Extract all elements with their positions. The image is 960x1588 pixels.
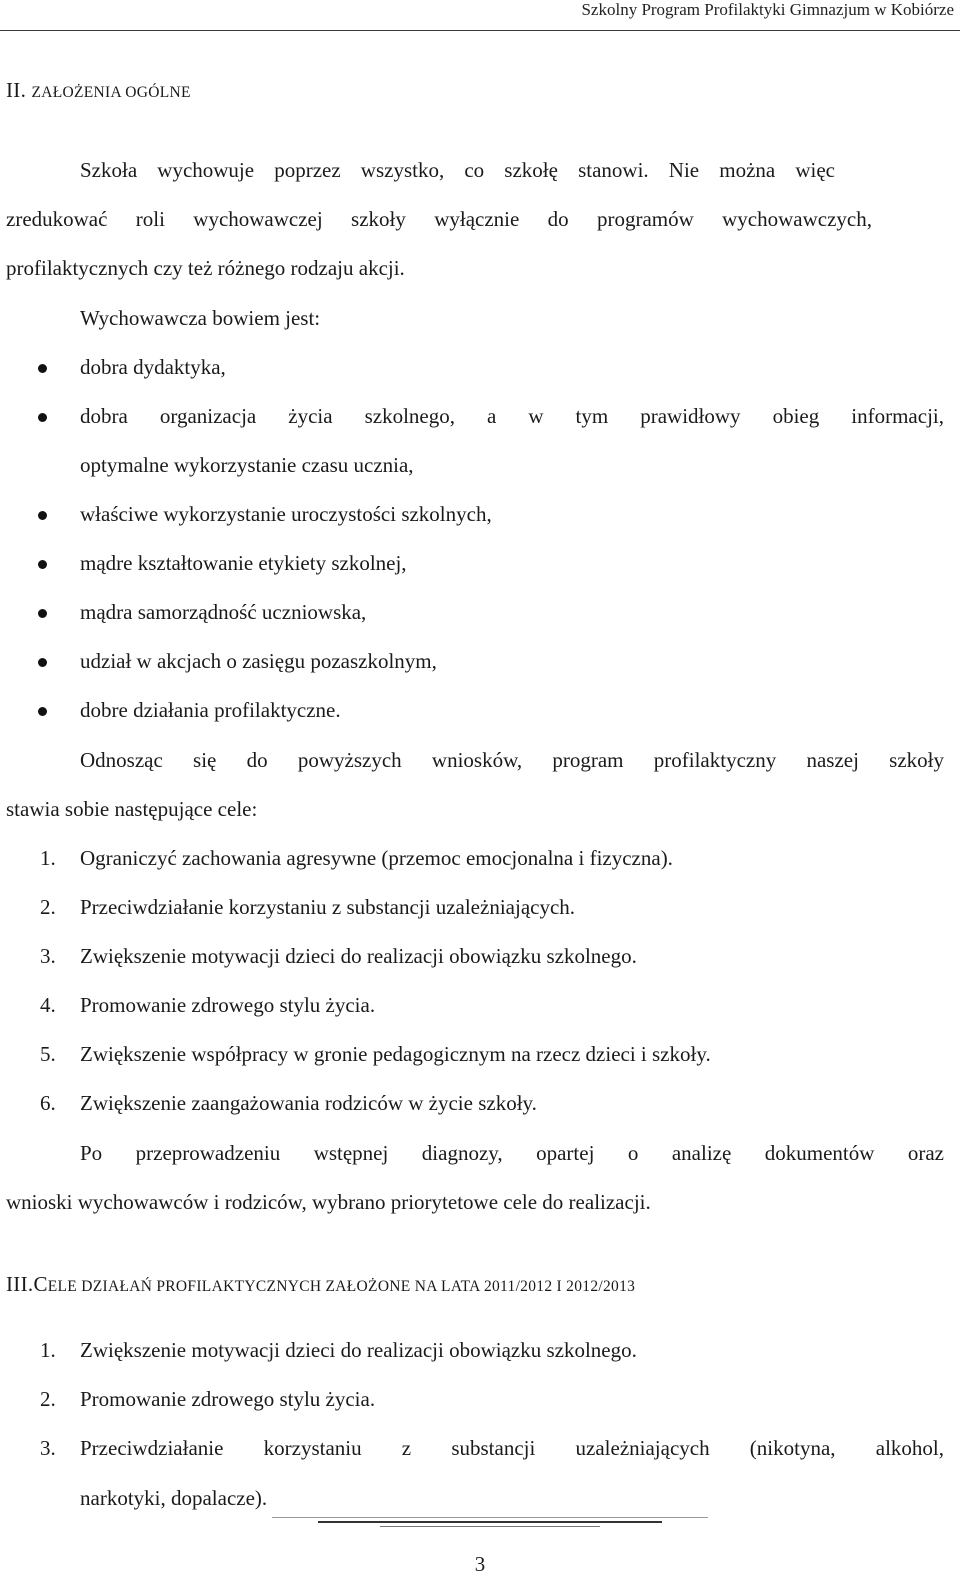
running-header: Szkolny Program Profilaktyki Gimnazjum w Kobiórze	[581, 0, 954, 19]
bullet-item-2: dobra organizacja życia szkolnego, a w tym prawidłowy obieg informacji,	[80, 404, 944, 428]
priority-item-3: Przeciwdziałanie korzystaniu z substancji uzależniających (nikotyna, alkohol,	[80, 1436, 944, 1460]
priority-item-1: Zwiększenie motywacji dzieci do realizacji obowiązku szkolnego.	[80, 1338, 637, 1362]
intro-line-2: zredukować roli wychowawczej szkoły wyłącznie do programów wychowawczych,	[6, 207, 872, 231]
section-3-title-initial: C	[33, 1272, 48, 1296]
footer-rule-inner	[318, 1521, 662, 1523]
section-2-heading	[6, 78, 191, 103]
bullet-dot	[38, 609, 47, 618]
goal-number: 5.	[40, 1042, 56, 1066]
lead-sentence: Wychowawcza bowiem jest:	[80, 306, 321, 330]
closing-line-1: Po przeprowadzeniu wstępnej diagnozy, opartej o analizę dokumentów oraz	[80, 1141, 944, 1165]
goal-item-3: Zwiększenie motywacji dzieci do realizacji obowiązku szkolnego.	[80, 944, 637, 968]
bullet-dot	[38, 560, 47, 569]
intro-line-1: Szkoła wychowuje poprzez wszystko, co szkołę stanowi. Nie można więc	[80, 158, 835, 182]
goals-intro-line-2: stawia sobie następujące cele:	[6, 797, 258, 821]
goal-item-5: Zwiększenie współpracy w gronie pedagogicznym na rzecz dzieci i szkoły.	[80, 1042, 711, 1066]
section-3-title: ELE DZIAŁAŃ PROFILAKTYCZNYCH ZAŁOŻONE NA LATA 2011/2012 I 2012/2013	[47, 1278, 636, 1295]
footer-rule-short	[380, 1526, 600, 1527]
intro-line-3: profilaktycznych czy też różnego rodzaju akcji.	[6, 256, 405, 280]
bullet-dot	[38, 413, 47, 422]
bullet-item-3: właściwe wykorzystanie uroczystości szkolnych,	[80, 502, 492, 526]
section-3-number: III.	[6, 1272, 34, 1296]
goal-number: 6.	[40, 1091, 56, 1115]
priority-number: 1.	[40, 1338, 56, 1362]
bullet-dot	[38, 707, 47, 716]
bullet-dot	[38, 658, 47, 667]
goal-item-6: Zwiększenie zaangażowania rodziców w życie szkoły.	[80, 1091, 537, 1115]
priority-item-2: Promowanie zdrowego stylu życia.	[80, 1387, 376, 1411]
section-3-heading	[6, 1272, 635, 1297]
bullet-dot	[38, 364, 47, 373]
bullet-item-7: dobre działania profilaktyczne.	[80, 698, 341, 722]
priority-number: 2.	[40, 1387, 56, 1411]
bullet-item-4: mądre kształtowanie etykiety szkolnej,	[80, 551, 407, 575]
bullet-item-1: dobra dydaktyka,	[80, 355, 226, 379]
header-rule	[0, 30, 960, 31]
goals-intro-line-1: Odnosząc się do powyższych wniosków, program profilaktyczny naszej szkoły	[80, 748, 944, 772]
bullet-item-5: mądra samorządność uczniowska,	[80, 600, 367, 624]
goal-item-2: Przeciwdziałanie korzystaniu z substancji uzależniających.	[80, 895, 576, 919]
goal-number: 2.	[40, 895, 56, 919]
goal-number: 1.	[40, 846, 56, 870]
priority-item-3-continued: narkotyki, dopalacze).	[80, 1486, 268, 1510]
goal-number: 4.	[40, 993, 56, 1017]
closing-line-2: wnioski wychowawców i rodziców, wybrano priorytetowe cele do realizacji.	[6, 1190, 651, 1214]
section-2-title: ZAŁOŻENIA OGÓLNE	[31, 84, 191, 101]
bullet-item-2-continued: optymalne wykorzystanie czasu ucznia,	[80, 453, 414, 477]
section-2-number: II.	[6, 78, 27, 102]
bullet-item-6: udział w akcjach o zasięgu pozaszkolnym,	[80, 649, 437, 673]
goal-item-1: Ograniczyć zachowania agresywne (przemoc emocjonalna i fizyczna).	[80, 846, 673, 870]
page-number: 3	[474, 1552, 486, 1576]
footer-rule-outer	[272, 1517, 708, 1518]
bullet-dot	[38, 511, 47, 520]
goal-item-4: Promowanie zdrowego stylu życia.	[80, 993, 376, 1017]
goal-number: 3.	[40, 944, 56, 968]
priority-number: 3.	[40, 1436, 56, 1460]
